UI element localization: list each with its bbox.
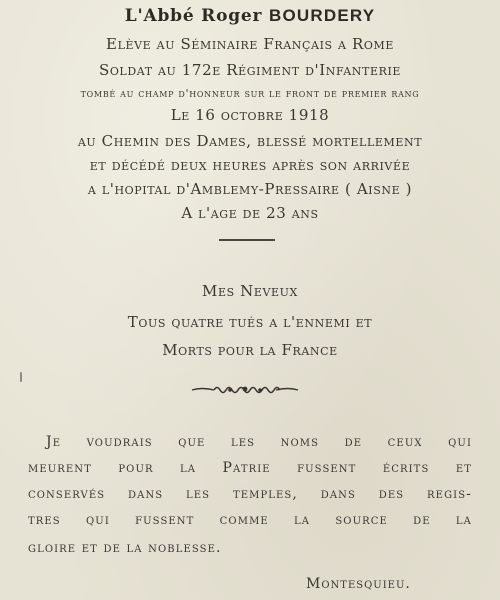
paper-blemish xyxy=(20,372,22,382)
dedication-line-date: Le 16 octobre 1918 xyxy=(170,106,330,124)
dedication-title-surname: BOURDERY xyxy=(269,6,376,25)
quote-line-1: Je voudrais que les noms de ceux qui xyxy=(46,434,472,450)
nephews-heading: Mes Neveux xyxy=(202,282,298,300)
nephews-line-dead-for-france: Morts pour la France xyxy=(162,341,338,359)
dedication-line-hospital: a l'hopital d'Amblemy-Pressaire ( Aisne ) xyxy=(87,180,413,198)
dedication-line-regiment: Soldat au 172e Régiment d'Infanterie xyxy=(98,61,402,79)
fleuron-ornament-icon xyxy=(190,381,300,397)
dedication-line-place: au Chemin des Dames, blessé mortellement xyxy=(77,132,423,150)
dedication-line-seminary: Elève au Séminaire Français a Rome xyxy=(106,35,394,53)
quote-line-4: tres qui fussent comme la source de la xyxy=(28,512,472,528)
quote-line-2: meurent pour la Patrie fussent écrits et xyxy=(28,460,472,476)
dedication-title-name: L'Abbé Roger xyxy=(124,6,263,26)
section-divider xyxy=(219,239,275,241)
dedication-line-death: et décédé deux heures après son arrivée xyxy=(89,156,411,174)
dedication-line-fallen: tombé au champ d'honneur sur le front de premier rang xyxy=(80,87,420,100)
quote-author: Montesquieu. xyxy=(306,576,411,592)
dedication-title xyxy=(0,6,500,26)
quote-line-3: conservés dans les temples, dans des regis- xyxy=(28,486,472,502)
quote-line-5: gloire et de la noblesse. xyxy=(28,540,222,556)
nephews-line-killed: Tous quatre tués a l'ennemi et xyxy=(127,313,373,331)
dedication-line-age: A l'age de 23 ans xyxy=(181,204,319,222)
